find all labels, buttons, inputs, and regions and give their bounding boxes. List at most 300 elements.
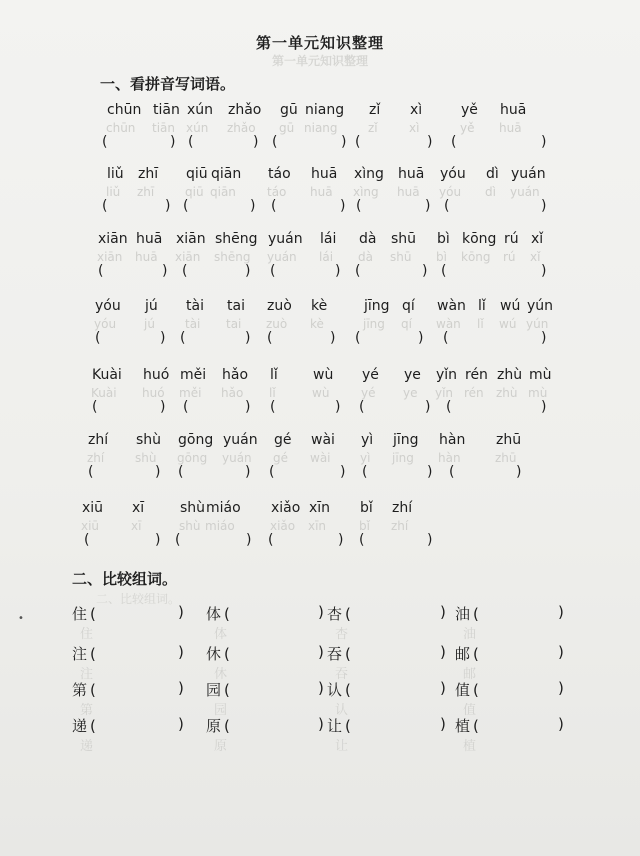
answer-blank-close[interactable]: ) [541,198,547,214]
compare-char-bleed: 注 [80,667,94,682]
pinyin-syllable: gōng [178,432,214,448]
answer-blank-close[interactable]: ) [160,330,166,346]
pinyin-syllable-bleed: yuán [510,185,540,199]
pinyin-syllable: jīng [393,432,419,448]
answer-blank-open[interactable]: ( [355,330,361,346]
answer-blank-close[interactable]: ) [245,399,251,415]
pinyin-syllable: wù [313,367,334,383]
pinyin-syllable-bleed: qiū [185,185,204,199]
pinyin-syllable-bleed: yóu [439,185,462,199]
compare-char [206,603,230,624]
answer-blank-close[interactable]: ) [541,134,547,150]
pinyin-syllable-bleed: kōng [461,250,491,264]
compare-char [72,715,96,736]
answer-blank-open[interactable]: ( [175,532,181,548]
answer-blank-close[interactable]: ) [558,715,564,733]
answer-blank-close[interactable]: ) [245,464,251,480]
answer-blank-open[interactable]: ( [449,464,455,480]
compare-char-glyph: 杏 [327,605,343,623]
pinyin-syllable: zuò [267,298,292,314]
pinyin-syllable-bleed: lǐ [477,317,484,331]
pinyin-syllable-bleed: miáo [205,519,235,533]
pinyin-syllable: zhǎo [228,102,262,118]
answer-blank-open[interactable]: ( [98,263,104,279]
pinyin-syllable-bleed: huā [397,185,420,199]
compare-char-glyph: 让 [327,717,343,735]
pinyin-syllable-bleed: zhī [137,185,155,199]
answer-blank-open[interactable]: ( [182,263,188,279]
pinyin-syllable-bleed: wàn [436,317,461,331]
pinyin-syllable-bleed: yě [460,121,475,135]
pinyin-syllable-bleed: tiān [152,121,175,135]
pinyin-syllable-bleed: zǐ [368,121,378,135]
answer-blank-open[interactable]: ( [95,330,101,346]
answer-blank-open[interactable]: ( [269,464,275,480]
answer-blank-open[interactable]: ( [90,717,96,735]
answer-blank-close[interactable]: ) [422,263,428,279]
pinyin-syllable-bleed: wù [312,386,330,400]
pinyin-syllable: yì [361,432,374,448]
pinyin-syllable: jú [145,298,158,314]
pinyin-syllable: xī [132,500,145,516]
answer-blank-open[interactable]: ( [444,198,450,214]
pinyin-syllable: wài [311,432,335,448]
pinyin-syllable: ye [404,367,421,383]
pinyin-syllable: qí [402,298,415,314]
pinyin-syllable: rén [465,367,488,383]
compare-char [455,715,479,736]
compare-char-glyph: 吞 [327,645,343,663]
pinyin-syllable: zhí [392,500,413,516]
answer-blank-close[interactable]: ) [155,532,161,548]
pinyin-syllable-bleed: kè [310,317,324,331]
pinyin-syllable-bleed: dà [358,250,373,264]
pinyin-syllable: tai [227,298,245,314]
pinyin-syllable: yuán [511,166,546,182]
pinyin-syllable-bleed: jīng [363,317,385,331]
pinyin-syllable: qiū [186,166,208,182]
pinyin-syllable: xún [187,102,214,118]
section1-heading: 一、看拼音写词语。 [100,75,236,93]
answer-blank-close[interactable]: ) [170,134,176,150]
margin-dot: • [18,613,24,624]
answer-blank-close[interactable]: ) [335,263,341,279]
answer-blank-open[interactable]: ( [359,399,365,415]
answer-blank-open[interactable]: ( [224,605,230,623]
answer-blank-open[interactable]: ( [90,645,96,663]
pinyin-syllable-bleed: yì [360,451,371,465]
pinyin-syllable-bleed: huā [310,185,333,199]
answer-blank-close[interactable]: ) [155,464,161,480]
compare-char-bleed: 住 [80,627,94,642]
pinyin-syllable-bleed: hàn [438,451,461,465]
pinyin-syllable-bleed: lǐ [269,386,276,400]
answer-blank-open[interactable]: ( [224,717,230,735]
compare-char-glyph: 认 [327,681,343,699]
pinyin-syllable: xì [410,102,423,118]
answer-blank-open[interactable]: ( [271,198,277,214]
answer-blank-close[interactable]: ) [335,399,341,415]
pinyin-syllable-bleed: ye [403,386,418,400]
compare-char [72,603,96,624]
pinyin-syllable-bleed: hǎo [221,386,244,400]
pinyin-syllable: lái [320,231,337,247]
answer-blank-open[interactable]: ( [267,330,273,346]
answer-blank-close[interactable]: ) [246,532,252,548]
pinyin-syllable: dà [359,231,377,247]
pinyin-syllable-bleed: tài [185,317,201,331]
compare-row [0,603,640,641]
pinyin-syllable-bleed: xiū [81,519,100,533]
answer-blank-close[interactable]: ) [178,679,184,697]
compare-char-bleed: 园 [214,703,228,718]
pinyin-syllable: měi [180,367,207,383]
compare-char-glyph: 休 [206,645,222,663]
pinyin-syllable-bleed: huā [135,250,158,264]
answer-blank-close[interactable]: ) [341,134,347,150]
page-title-bleed: 第一单元知识整理 [271,54,368,68]
compare-char-glyph: 油 [455,605,471,623]
pinyin-syllable: huā [500,102,527,118]
pinyin-syllable: wú [500,298,521,314]
answer-blank-close[interactable]: ) [330,330,336,346]
answer-blank-close[interactable]: ) [558,603,564,621]
answer-blank-open[interactable]: ( [224,645,230,663]
pinyin-syllable: yún [527,298,554,314]
answer-blank-open[interactable]: ( [88,464,94,480]
answer-blank-close[interactable]: ) [558,643,564,661]
pinyin-syllable: xiū [82,500,104,516]
pinyin-syllable: xǐ [531,231,544,247]
pinyin-syllable: rú [504,231,519,247]
answer-blank-close[interactable]: ) [250,198,256,214]
pinyin-syllable-bleed: zhù [496,386,518,400]
compare-char [206,643,230,664]
pinyin-syllable-bleed: měi [179,386,202,400]
answer-blank-open[interactable]: ( [102,134,108,150]
answer-blank-open[interactable]: ( [224,681,230,699]
pinyin-row [0,432,640,496]
pinyin-syllable-bleed: yuán [222,451,252,465]
pinyin-syllable-bleed: huā [499,121,522,135]
pinyin-syllable-bleed: wài [310,451,331,465]
compare-char [206,715,230,736]
pinyin-syllable: miáo [206,500,241,516]
pinyin-syllable: tiān [153,102,180,118]
pinyin-syllable-bleed: chūn [106,121,136,135]
answer-blank-close[interactable]: ) [425,198,431,214]
pinyin-syllable-bleed: yún [526,317,549,331]
compare-char [455,603,479,624]
compare-char-glyph: 体 [206,605,222,623]
answer-blank-open[interactable]: ( [268,532,274,548]
answer-blank-open[interactable]: ( [183,198,189,214]
compare-char-glyph: 递 [72,717,88,735]
pinyin-syllable-bleed: yuán [267,250,297,264]
pinyin-syllable-bleed: dì [485,185,496,199]
answer-blank-open[interactable]: ( [183,399,189,415]
answer-blank-open[interactable]: ( [356,198,362,214]
answer-blank-open[interactable]: ( [270,399,276,415]
pinyin-syllable-bleed: qiān [210,185,236,199]
pinyin-syllable: yě [461,102,478,118]
pinyin-syllable: huā [398,166,425,182]
compare-char [72,679,96,700]
pinyin-row [0,231,640,295]
pinyin-syllable: xiǎo [271,500,301,516]
compare-char-glyph: 园 [206,681,222,699]
pinyin-syllable: bǐ [360,500,373,516]
answer-blank-open[interactable]: ( [473,645,479,663]
pinyin-syllable-bleed: gū [279,121,295,135]
pinyin-syllable-bleed: xǐ [530,250,541,264]
pinyin-syllable: hàn [439,432,466,448]
pinyin-syllable: Kuài [92,367,122,383]
answer-blank-open[interactable]: ( [345,717,351,735]
pinyin-syllable: jīng [364,298,390,314]
compare-char-glyph: 注 [72,645,88,663]
pinyin-syllable-bleed: xīn [308,519,327,533]
pinyin-syllable: huā [136,231,163,247]
pinyin-syllable-bleed: zuò [266,317,288,331]
answer-blank-open[interactable]: ( [270,263,276,279]
compare-char [327,603,351,624]
pinyin-syllable-bleed: xìng [353,185,379,199]
answer-blank-close[interactable]: ) [440,643,446,661]
pinyin-syllable-bleed: shū [390,250,412,264]
answer-blank-close[interactable]: ) [425,399,431,415]
compare-char-bleed: 杏 [335,627,349,642]
pinyin-syllable-bleed: xiān [97,250,123,264]
answer-blank-open[interactable]: ( [473,717,479,735]
answer-blank-open[interactable]: ( [355,134,361,150]
compare-char [455,643,479,664]
pinyin-syllable-bleed: shù [135,451,157,465]
pinyin-syllable: shù [180,500,206,516]
answer-blank-open[interactable]: ( [272,134,278,150]
compare-char-glyph: 植 [455,717,471,735]
pinyin-syllable: yóu [95,298,121,314]
pinyin-syllable-bleed: liǔ [106,185,121,199]
answer-blank-close[interactable]: ) [541,263,547,279]
pinyin-row [0,500,640,564]
answer-blank-open[interactable]: ( [355,263,361,279]
pinyin-row [0,298,640,362]
pinyin-syllable-bleed: xiǎo [270,519,296,533]
pinyin-syllable: zhù [497,367,523,383]
answer-blank-close[interactable]: ) [340,198,346,214]
answer-blank-close[interactable]: ) [318,603,324,621]
pinyin-syllable: kè [311,298,328,314]
pinyin-syllable: shù [136,432,162,448]
answer-blank-open[interactable]: ( [362,464,368,480]
compare-char-glyph: 原 [206,717,222,735]
pinyin-syllable-bleed: jú [144,317,155,331]
pinyin-syllable-bleed: tai [226,317,242,331]
pinyin-syllable: wàn [437,298,466,314]
answer-blank-open[interactable]: ( [443,330,449,346]
answer-blank-close[interactable]: ) [516,464,522,480]
compare-char [72,643,96,664]
pinyin-syllable: yuán [223,432,258,448]
answer-blank-close[interactable]: ) [427,134,433,150]
compare-char-bleed: 吞 [335,667,349,682]
answer-blank-close[interactable]: ) [440,715,446,733]
compare-char-bleed: 第 [80,703,94,718]
pinyin-syllable: shēng [215,231,258,247]
answer-blank-open[interactable]: ( [473,681,479,699]
pinyin-syllable-bleed: jīng [392,451,414,465]
answer-blank-close[interactable]: ) [340,464,346,480]
compare-char [206,679,230,700]
pinyin-syllable: lǐ [478,298,486,314]
pinyin-syllable: táo [268,166,291,182]
pinyin-syllable-bleed: lái [319,250,334,264]
pinyin-syllable-bleed: niang [304,121,338,135]
pinyin-syllable-bleed: zhǎo [227,121,256,135]
answer-blank-open[interactable]: ( [345,605,351,623]
pinyin-syllable-bleed: táo [267,185,287,199]
answer-blank-close[interactable]: ) [427,464,433,480]
pinyin-syllable-bleed: yé [361,386,376,400]
pinyin-syllable: dì [486,166,499,182]
pinyin-syllable: bì [437,231,450,247]
answer-blank-close[interactable]: ) [162,263,168,279]
compare-char-bleed: 油 [463,627,477,642]
answer-blank-close[interactable]: ) [160,399,166,415]
pinyin-syllable-bleed: xī [131,519,142,533]
pinyin-syllable: lǐ [270,367,278,383]
page-title: 第一单元知识整理 [255,34,384,52]
pinyin-syllable-bleed: Kuài [91,386,117,400]
pinyin-syllable-bleed: zhí [87,451,105,465]
answer-blank-close[interactable]: ) [245,263,251,279]
answer-blank-open[interactable]: ( [188,134,194,150]
compare-char-bleed: 让 [335,739,349,754]
answer-blank-close[interactable]: ) [427,532,433,548]
answer-blank-open[interactable]: ( [178,464,184,480]
answer-blank-open[interactable]: ( [345,681,351,699]
pinyin-syllable-bleed: bǐ [359,519,370,533]
answer-blank-open[interactable]: ( [441,263,447,279]
pinyin-syllable: niang [305,102,345,118]
compare-char [327,715,351,736]
compare-char-bleed: 递 [80,739,94,754]
answer-blank-close[interactable]: ) [440,679,446,697]
pinyin-syllable: chūn [107,102,142,118]
pinyin-syllable: liǔ [107,166,124,182]
pinyin-syllable: zhí [88,432,109,448]
pinyin-syllable: mù [529,367,552,383]
compare-char-glyph: 住 [72,605,88,623]
compare-row [0,679,640,717]
pinyin-syllable-bleed: yóu [94,317,117,331]
pinyin-syllable-bleed: zhí [391,519,409,533]
pinyin-syllable-bleed: rú [503,250,516,264]
compare-char-glyph: 值 [455,681,471,699]
pinyin-syllable-bleed: bì [436,250,447,264]
compare-row [0,715,640,753]
answer-blank-close[interactable]: ) [318,715,324,733]
compare-char [327,679,351,700]
compare-row [0,643,640,681]
compare-char-glyph: 邮 [455,645,471,663]
answer-blank-open[interactable]: ( [451,134,457,150]
answer-blank-close[interactable]: ) [418,330,424,346]
pinyin-syllable: qiān [211,166,242,182]
answer-blank-close[interactable]: ) [178,603,184,621]
answer-blank-close[interactable]: ) [440,603,446,621]
compare-char-bleed: 邮 [463,667,477,682]
section2-heading-bleed: 二、比较组词。 [96,592,181,606]
answer-blank-close[interactable]: ) [178,715,184,733]
answer-blank-open[interactable]: ( [345,645,351,663]
pinyin-row [0,102,640,166]
pinyin-syllable: gé [274,432,292,448]
compare-char [327,643,351,664]
answer-blank-close[interactable]: ) [245,330,251,346]
answer-blank-close[interactable]: ) [318,679,324,697]
pinyin-syllable: kōng [462,231,497,247]
pinyin-syllable-bleed: xì [409,121,420,135]
section2-heading: 二、比较组词。 [72,570,178,588]
pinyin-row [0,166,640,230]
answer-blank-open[interactable]: ( [473,605,479,623]
pinyin-syllable: zhū [496,432,522,448]
pinyin-syllable: zhī [138,166,159,182]
compare-char-bleed: 休 [214,667,228,682]
compare-char-bleed: 原 [214,739,228,754]
pinyin-syllable-bleed: wú [499,317,517,331]
pinyin-syllable: zǐ [369,102,381,118]
answer-blank-close[interactable]: ) [541,399,547,415]
answer-blank-open[interactable]: ( [359,532,365,548]
answer-blank-close[interactable]: ) [165,198,171,214]
answer-blank-open[interactable]: ( [180,330,186,346]
pinyin-syllable: xīn [309,500,331,516]
answer-blank-close[interactable]: ) [338,532,344,548]
answer-blank-open[interactable]: ( [102,198,108,214]
pinyin-syllable-bleed: gé [273,451,288,465]
pinyin-syllable-bleed: shēng [214,250,251,264]
pinyin-syllable: tài [186,298,204,314]
answer-blank-close[interactable]: ) [318,643,324,661]
pinyin-syllable-bleed: xún [186,121,209,135]
pinyin-syllable: xiān [176,231,206,247]
pinyin-syllable-bleed: zhū [495,451,517,465]
answer-blank-close[interactable]: ) [253,134,259,150]
pinyin-syllable: shū [391,231,417,247]
answer-blank-open[interactable]: ( [446,399,452,415]
compare-char-bleed: 植 [463,739,477,754]
pinyin-syllable-bleed: huó [142,386,165,400]
answer-blank-open[interactable]: ( [90,681,96,699]
pinyin-syllable-bleed: yǐn [435,386,454,400]
pinyin-syllable-bleed: shù [179,519,201,533]
answer-blank-open[interactable]: ( [84,532,90,548]
answer-blank-close[interactable]: ) [558,679,564,697]
pinyin-syllable-bleed: gōng [177,451,208,465]
compare-char [455,679,479,700]
pinyin-syllable: huā [311,166,338,182]
pinyin-syllable: yuán [268,231,303,247]
answer-blank-open[interactable]: ( [92,399,98,415]
pinyin-syllable: huó [143,367,170,383]
answer-blank-close[interactable]: ) [541,330,547,346]
answer-blank-open[interactable]: ( [90,605,96,623]
pinyin-syllable-bleed: qí [401,317,412,331]
answer-blank-close[interactable]: ) [178,643,184,661]
